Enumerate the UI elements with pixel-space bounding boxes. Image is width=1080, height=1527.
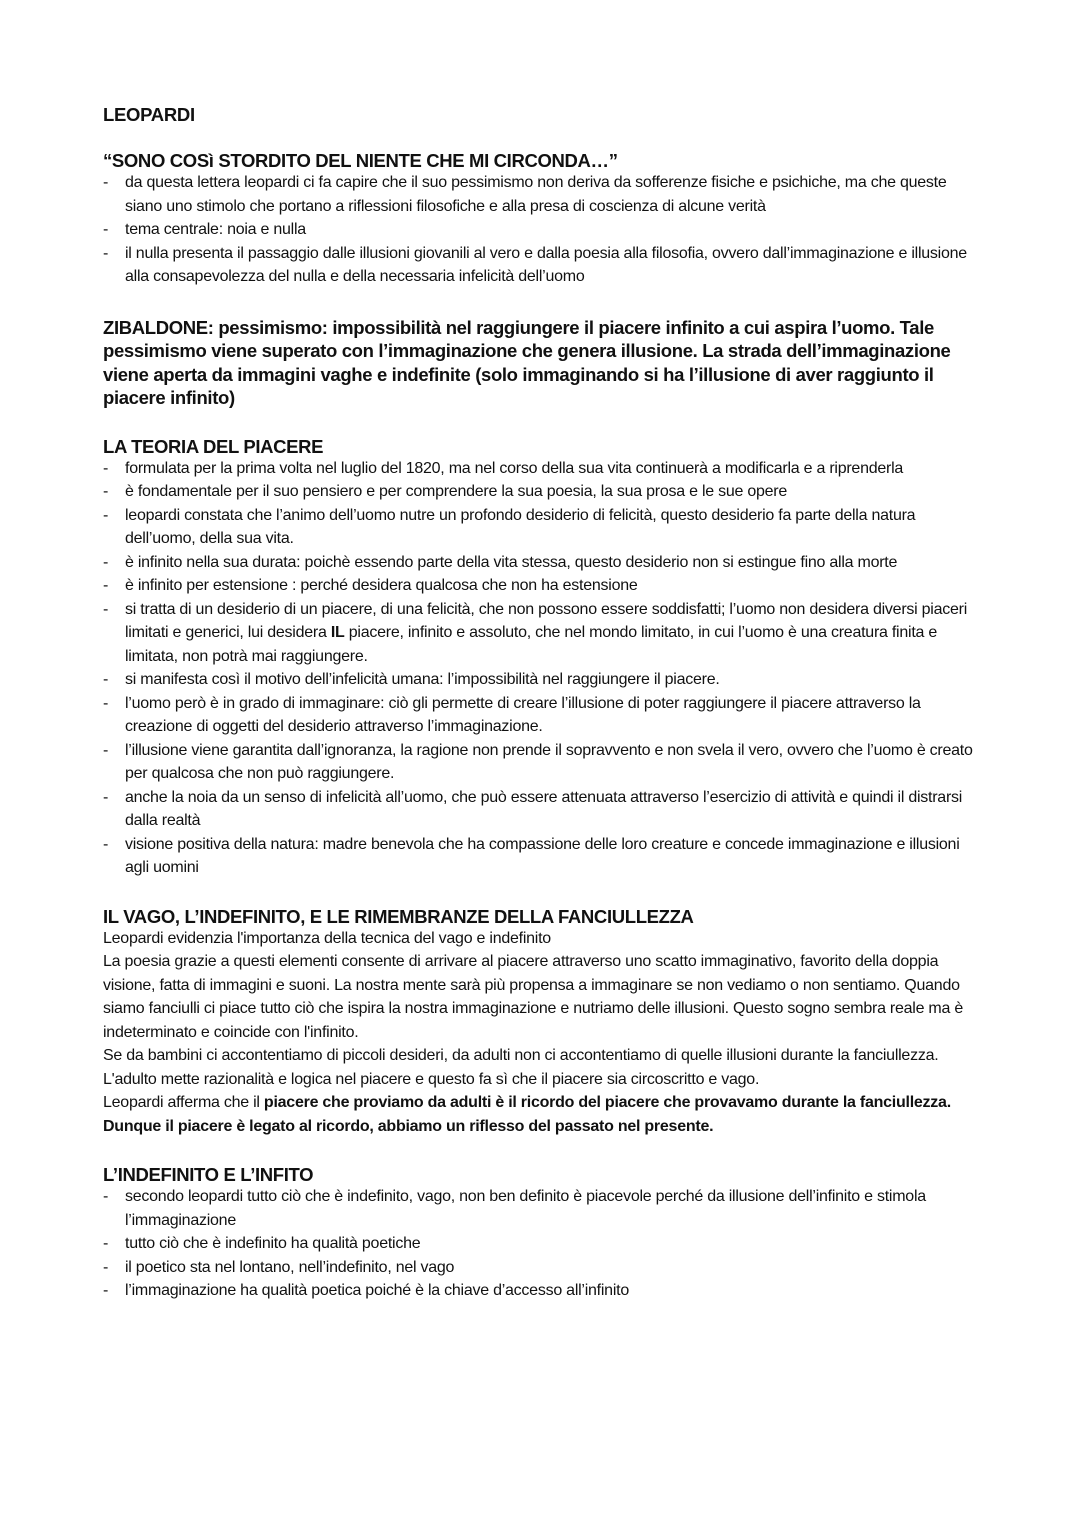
paragraph [103,1091,983,1115]
section [103,907,983,1139]
list-item [103,242,983,289]
bullet-dash-icon: - [103,459,109,477]
list-item [103,668,983,692]
bullet-dash-icon: - [103,1188,109,1205]
bullet-dash-icon: - [103,1235,109,1252]
text-segment: anche la noia da un senso di infelicità all’uomo, che può essere attenuata attraverso l’esercizio di attività e quindi il distrarsi dalla realtà [125,788,963,829]
bullet-dash-icon: - [103,835,109,853]
bullet-dash-icon: - [103,174,109,191]
text-segment: Leopardi afferma che il [103,1094,264,1111]
list-item [103,480,983,504]
document-title: LEOPARDI [103,104,195,125]
list-item [103,739,983,786]
text-segment: leopardi constata che l’animo dell’uomo nutre un profondo desiderio di felicità, questo desiderio fa parte della natura dell’uomo, della sua vita. [125,506,916,547]
list-item [103,171,983,218]
bold-text: IL [330,624,345,641]
list-item [103,1185,983,1232]
text-segment: secondo leopardi tutto ciò che è indefinito, vago, non ben definito è piacevole perché da illusione dell’infinito e stimola l’immaginazione [125,1188,926,1229]
bold-text: Dunque il piacere è legato al ricordo, abbiamo un riflesso del passato nel presente. [103,1117,714,1135]
text-segment: tema centrale: noia e nulla [125,221,306,238]
bullet-dash-icon: - [103,671,109,688]
section-heading: “SONO COSì STORDITO DEL NIENTE CHE MI CIRCONDA…” [103,150,618,171]
list-item [103,218,983,242]
section-heading: ZIBALDONE: pessimismo: impossibilità nel raggiungere il piacere infinito a cui aspira l’uomo. Tale pessimismo viene superato con l’immaginazione che genera illusione. La strada dell’immaginazione viene aperta da immagini vaghe e indefinite (solo immaginando si ha l’illusione di aver raggiunto il piacere infinito) [103,316,951,408]
bullet-dash-icon: - [103,694,109,712]
section [103,151,983,289]
list-item [103,786,983,833]
text-segment: da questa lettera leopardi ci fa capire che il suo pessimismo non deriva da sofferenze fisiche e psichiche, ma che queste siano uno stimolo che portano a riflessioni filosofiche e alla presa di coscienza di alcune verità [125,174,947,215]
list-item [103,504,983,551]
text-segment: è infinito per estensione : perché desidera qualcosa che non ha estensione [125,577,638,594]
section [103,1165,983,1303]
section-heading: IL VAGO, L’INDEFINITO, E LE RIMEMBRANZE DELLA FANCIULLEZZA [103,905,694,927]
bullet-dash-icon: - [103,553,109,571]
bullet-dash-icon: - [103,221,109,238]
text-segment: il poetico sta nel lontano, nell’indefinito, nel vago [125,1258,455,1276]
section [103,437,983,880]
text-segment: l’immaginazione ha qualità poetica poiché è la chiave d’accesso all’infinito [125,1282,629,1299]
text-segment: visione positiva della natura: madre benevola che ha compassione delle loro creature e concede immaginazione e illusioni agli uomini [125,835,960,876]
bullet-dash-icon: - [103,788,109,806]
bullet-dash-icon: - [103,1258,109,1276]
section [103,316,983,410]
bullet-list [103,457,983,880]
text-segment: l’illusione viene garantita dall’ignoranza, la ragione non prende il sopravvento e non svela il vero, ovvero che l’uomo è creato per qualcosa che non può raggiungere. [125,741,973,782]
list-item [103,692,983,739]
paragraph [103,950,983,1044]
paragraph [103,1115,983,1139]
section-heading: L’INDEFINITO E L’INFITO [103,1164,314,1185]
bullet-dash-icon: - [103,483,109,500]
list-item [103,1279,983,1303]
bullet-dash-icon: - [103,577,109,594]
bullet-dash-icon: - [103,506,109,524]
list-item [103,1232,983,1256]
paragraph [103,1068,983,1092]
text-segment: è infinito nella sua durata: poichè essendo parte della vita stessa, questo desiderio non si estingue fino alla morte [125,553,898,571]
list-item [103,457,983,481]
paragraph [103,1044,983,1068]
text-segment: L'adulto mette razionalità e logica nel piacere e questo fa sì che il piacere sia circoscritto e vago. [103,1070,760,1088]
list-item [103,1256,983,1280]
bullet-list [103,1185,983,1303]
section-heading: LA TEORIA DEL PIACERE [103,435,324,457]
text-segment: è fondamentale per il suo pensiero e per comprendere la sua poesia, la sua prosa e le sue opere [125,483,788,500]
bullet-dash-icon: - [103,600,109,618]
bold-text: piacere che proviamo da adulti è il ricordo del piacere che provavamo durante la fanciullezza. [263,1094,951,1111]
text-segment: formulata per la prima volta nel luglio del 1820, ma nel corso della sua vita continuerà a modificarla e a riprenderla [125,459,904,477]
list-item [103,574,983,598]
document-sections [103,151,983,1303]
text-segment: piacere, infinito e assoluto, che nel mondo limitato, in cui l’uomo è una creatura finita e limitata, non potrà mai raggiungere. [125,624,937,665]
list-item [103,551,983,575]
bullet-dash-icon: - [103,741,109,759]
text-segment: Se da bambini ci accontentiamo di piccoli desideri, da adulti non ci accontentiamo di quelle illusioni durante la fanciullezza. [103,1047,939,1064]
bullet-dash-icon: - [103,244,109,262]
text-segment: l’uomo però è in grado di immaginare: ciò gli permette di creare l’illusione di poter raggiungere il piacere attraverso la creazione di oggetti del desiderio attraverso l’immaginazione. [125,694,921,735]
text-segment: si tratta di un desiderio di un piacere, di una felicità, che non possono essere soddisfatti; l’uomo non desidera diversi piaceri limitati e generici, lui desidera [125,600,968,641]
text-segment: Leopardi evidenzia l'importanza della tecnica del vago e indefinito [103,929,551,947]
bullet-dash-icon: - [103,1282,109,1299]
text-segment: si manifesta così il motivo dell’infelicità umana: l’impossibilità nel raggiungere il piacere. [125,671,720,688]
text-segment: il nulla presenta il passaggio dalle illusioni giovanili al vero e dalla poesia alla filosofia, ovvero dall’immaginazione e illusione alla consapevolezza del nulla e della necessaria infelicità dell’uomo [125,244,967,285]
document-page [103,104,983,1330]
paragraph [103,927,983,951]
text-segment: tutto ciò che è indefinito ha qualità poetiche [125,1235,421,1252]
list-item [103,833,983,880]
bullet-list [103,171,983,289]
list-item [103,598,983,669]
text-segment: La poesia grazie a questi elementi consente di arrivare al piacere attraverso uno scatto immaginativo, favorito della doppia visione, fatta di immagini e suoni. La nostra mente sarà più propensa a immaginare se non vediamo o non sentiamo. Quando siamo fanciulli ci piace tutto ciò che ispira la nostra immaginazione e nutriamo delle illusioni. Questo sogno sembra reale ma è indeterminato e coincide con l'infinito. [103,953,963,1041]
